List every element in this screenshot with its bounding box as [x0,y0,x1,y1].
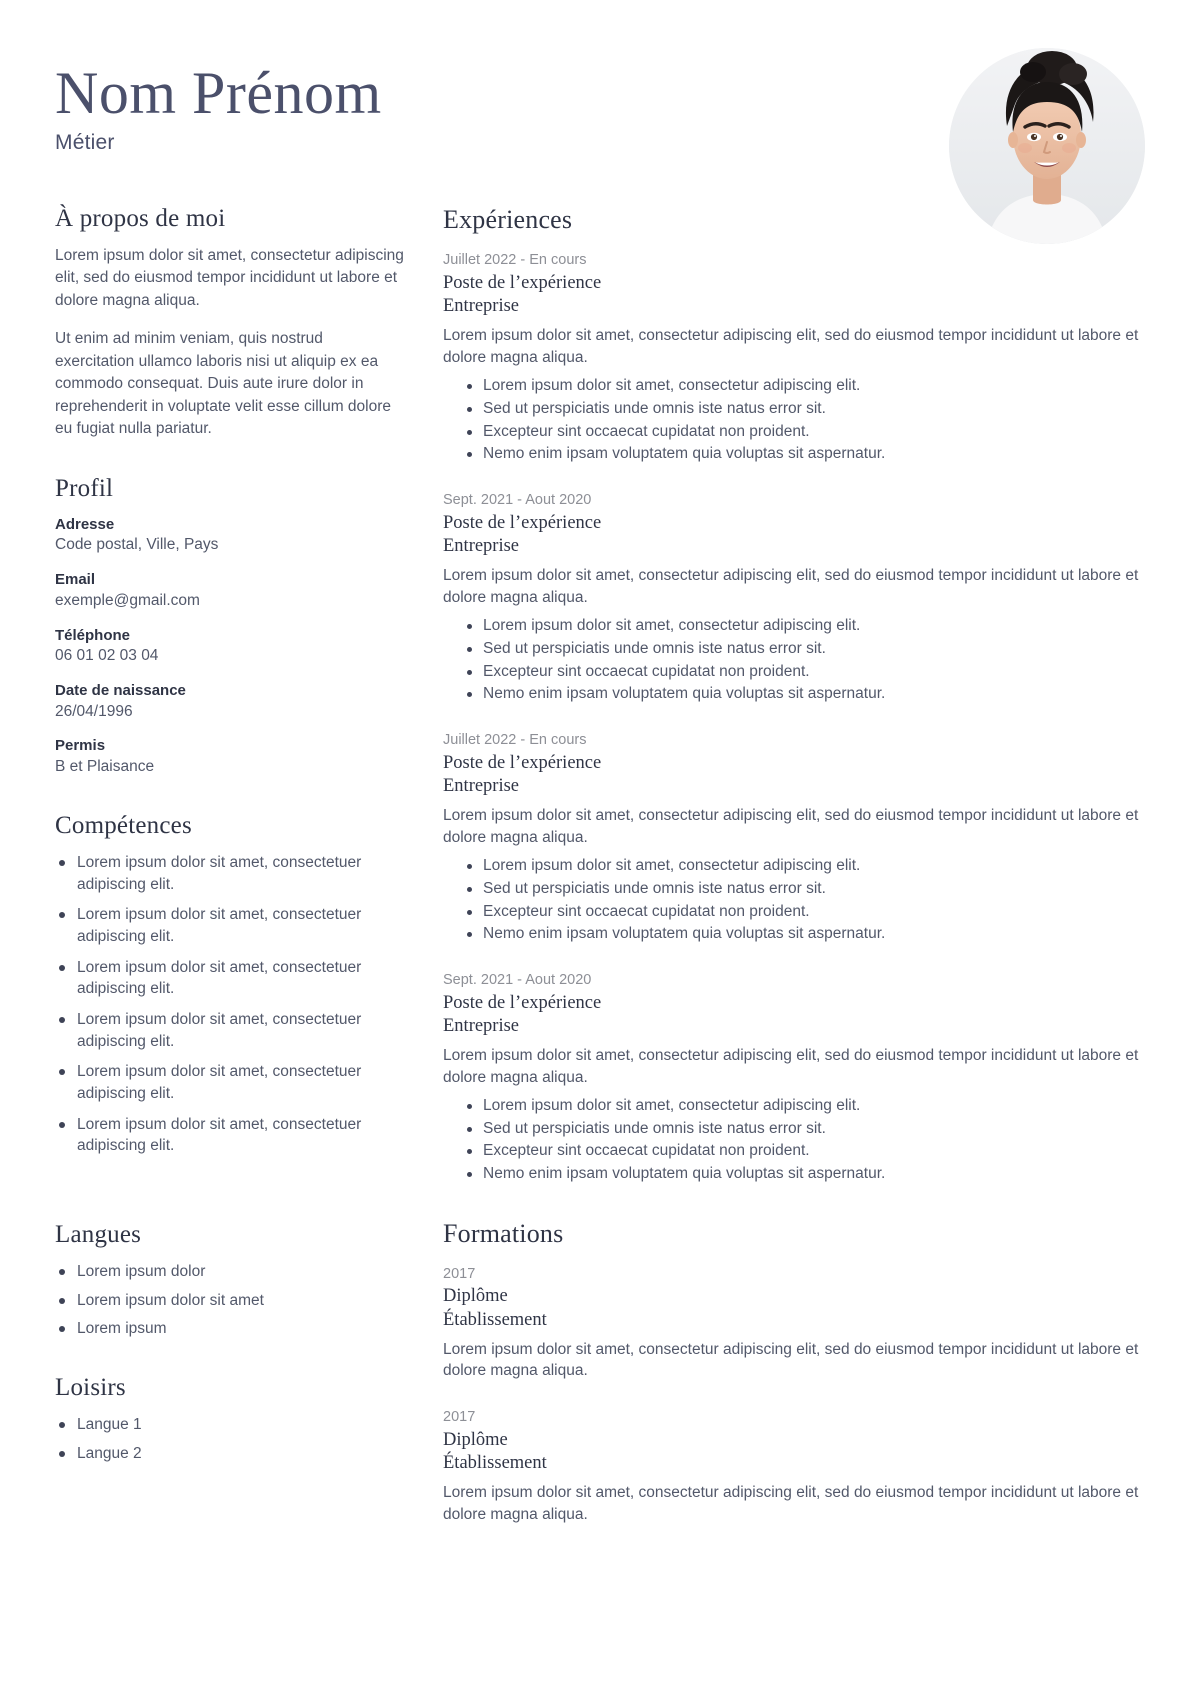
profile-field-adresse [55,515,405,556]
entry-date: Sept. 2021 - Aout 2020 [443,971,592,988]
section-languages [55,1221,405,1340]
list-item: Lorem ipsum dolor sit amet, consectetur adipiscing elit. [465,856,1145,877]
section-heading-languages: Langues [55,1221,142,1249]
experience-entry [443,971,1145,1185]
list-item: Excepteur sint occaecat cupidatat non proident. [465,662,1145,683]
left-column [55,205,433,1499]
list-item: Excepteur sint occaecat cupidatat non proident. [465,1141,1145,1162]
list-item: Langue 2 [55,1443,405,1465]
entry-date: Juillet 2022 - En cours [443,252,587,268]
list-item: Sed ut perspiciatis unde omnis iste natus error sit. [465,1119,1145,1140]
profile-field-date-naissance [55,681,405,722]
cv-header [0,0,1200,205]
entry-organization: Entreprise [443,1015,520,1036]
section-heading-education: Formations [443,1218,564,1248]
entry-description: Lorem ipsum dolor sit amet, consectetur adipiscing elit, sed do eiusmod tempor incididunt ut labore et dolore magna aliqua. [443,327,1139,366]
list-item: Lorem ipsum dolor sit amet, consectetuer adipiscing elit. [55,1061,405,1104]
entry-bullets [443,376,1145,464]
entry-title: Poste de l’expérience [443,752,602,773]
entry-title: Poste de l’expérience [443,512,602,533]
list-item: Lorem ipsum dolor sit amet, consectetuer adipiscing elit. [55,957,405,1000]
education-entry [443,1408,1145,1525]
list-item: Lorem ipsum dolor sit amet, consectetuer adipiscing elit. [55,904,405,947]
entry-bullets [443,856,1145,944]
entry-description: Lorem ipsum dolor sit amet, consectetur adipiscing elit, sed do eiusmod tempor incididunt ut labore et dolore magna aliqua. [443,1484,1139,1523]
field-value: Code postal, Ville, Pays [55,536,219,554]
list-item: Sed ut perspiciatis unde omnis iste natus error sit. [465,399,1145,420]
entry-date: Sept. 2021 - Aout 2020 [443,491,592,508]
entry-organization: Établissement [443,1453,547,1474]
list-item: Excepteur sint occaecat cupidatat non proident. [465,422,1145,443]
list-item: Sed ut perspiciatis unde omnis iste natus error sit. [465,639,1145,660]
entry-organization: Entreprise [443,295,520,316]
entry-title: Diplôme [443,1429,508,1450]
list-item: Nemo enim ipsam voluptatem quia voluptas sit aspernatur. [465,444,1145,465]
section-hobbies [55,1374,405,1464]
list-item: Lorem ipsum dolor sit amet, consectetuer adipiscing elit. [55,1114,405,1157]
cv-body [0,205,1200,1560]
field-value: exemple@gmail.com [55,591,200,609]
entry-description: Lorem ipsum dolor sit amet, consectetur adipiscing elit, sed do eiusmod tempor incididunt ut labore et dolore magna aliqua. [443,1340,1139,1380]
about-paragraph: Lorem ipsum dolor sit amet, consectetur adipiscing elit, sed do eiusmod tempor incididunt ut labore et dolore magna aliqua. [55,247,404,309]
spacer [55,1191,405,1221]
section-profile [55,475,405,778]
list-item: Nemo enim ipsam voluptatem quia voluptas sit aspernatur. [465,924,1145,945]
page-title: Nom Prénom [55,60,382,126]
experience-entry [443,491,1145,705]
list-item: Langue 1 [55,1414,405,1436]
section-about [55,205,405,441]
avatar [949,48,1145,244]
section-heading-skills: Compétences [55,811,192,839]
field-label: Email [55,571,96,589]
entry-description: Lorem ipsum dolor sit amet, consectetur adipiscing elit, sed do eiusmod tempor incididunt ut labore et dolore magna aliqua. [443,567,1139,606]
profile-field-permis [55,736,405,777]
entry-description: Lorem ipsum dolor sit amet, consectetur adipiscing elit, sed do eiusmod tempor incididunt ut labore et dolore magna aliqua. [443,806,1139,846]
experience-entry [443,731,1145,945]
list-item: Lorem ipsum dolor sit amet, consectetur adipiscing elit. [465,616,1145,637]
list-item: Nemo enim ipsam voluptatem quia voluptas sit aspernatur. [465,684,1145,705]
profile-field-telephone [55,626,405,667]
skills-list [55,852,405,1157]
section-heading-about: À propos de moi [55,205,226,232]
list-item: Lorem ipsum dolor sit amet, consectetur adipiscing elit. [465,1096,1145,1117]
entry-bullets [443,616,1145,704]
section-education [443,1219,1145,1526]
list-item: Excepteur sint occaecat cupidatat non proident. [465,902,1145,923]
entry-title: Poste de l’expérience [443,272,602,293]
profile-photo-icon [949,48,1145,244]
entry-date: Juillet 2022 - En cours [443,731,587,748]
entry-bullets [443,1096,1145,1184]
entry-title: Diplôme [443,1286,508,1307]
entry-organization: Entreprise [443,535,520,556]
list-item: Lorem ipsum dolor sit amet, consectetuer adipiscing elit. [55,852,405,895]
field-label: Adresse [55,515,115,533]
hobbies-list [55,1414,405,1464]
entry-title: Poste de l’expérience [443,992,602,1013]
field-label: Date de naissance [55,682,186,700]
entry-date: 2017 [443,1265,476,1282]
about-paragraph: Ut enim ad minim veniam, quis nostrud exercitation ullamco laboris nisi ut aliquip ex ea commodo consequat. Duis aute irure dolor in reprehenderit in voluptate velit esse cillum dolore eu fugiat nulla pariatur. [55,330,392,438]
experience-entry [443,251,1145,465]
profile-field-email [55,570,405,611]
education-entry [443,1265,1145,1382]
list-item: Lorem ipsum dolor sit amet [55,1290,405,1312]
section-heading-hobbies: Loisirs [55,1374,126,1402]
field-label: Permis [55,737,106,755]
entry-date: 2017 [443,1409,476,1426]
list-item: Lorem ipsum [55,1318,405,1340]
job-title: Métier [55,131,115,154]
section-skills [55,812,405,1157]
list-item: Nemo enim ipsam voluptatem quia voluptas sit aspernatur. [465,1164,1145,1185]
list-item: Lorem ipsum dolor [55,1261,405,1283]
section-experiences [443,205,1145,1185]
field-value: 06 01 02 03 04 [55,647,159,665]
section-heading-experiences: Expériences [443,205,573,234]
field-value: 26/04/1996 [55,702,133,720]
entry-organization: Entreprise [443,775,520,796]
entry-description: Lorem ipsum dolor sit amet, consectetur adipiscing elit, sed do eiusmod tempor incididunt ut labore et dolore magna aliqua. [443,1046,1139,1086]
field-label: Téléphone [55,626,131,644]
list-item: Lorem ipsum dolor sit amet, consectetur adipiscing elit. [465,376,1145,397]
field-value: B et Plaisance [55,757,155,775]
right-column [433,205,1145,1560]
list-item: Lorem ipsum dolor sit amet, consectetuer adipiscing elit. [55,1009,405,1052]
entry-organization: Établissement [443,1309,547,1330]
list-item: Sed ut perspiciatis unde omnis iste natus error sit. [465,879,1145,900]
languages-list [55,1261,405,1340]
section-heading-profile: Profil [55,474,114,502]
